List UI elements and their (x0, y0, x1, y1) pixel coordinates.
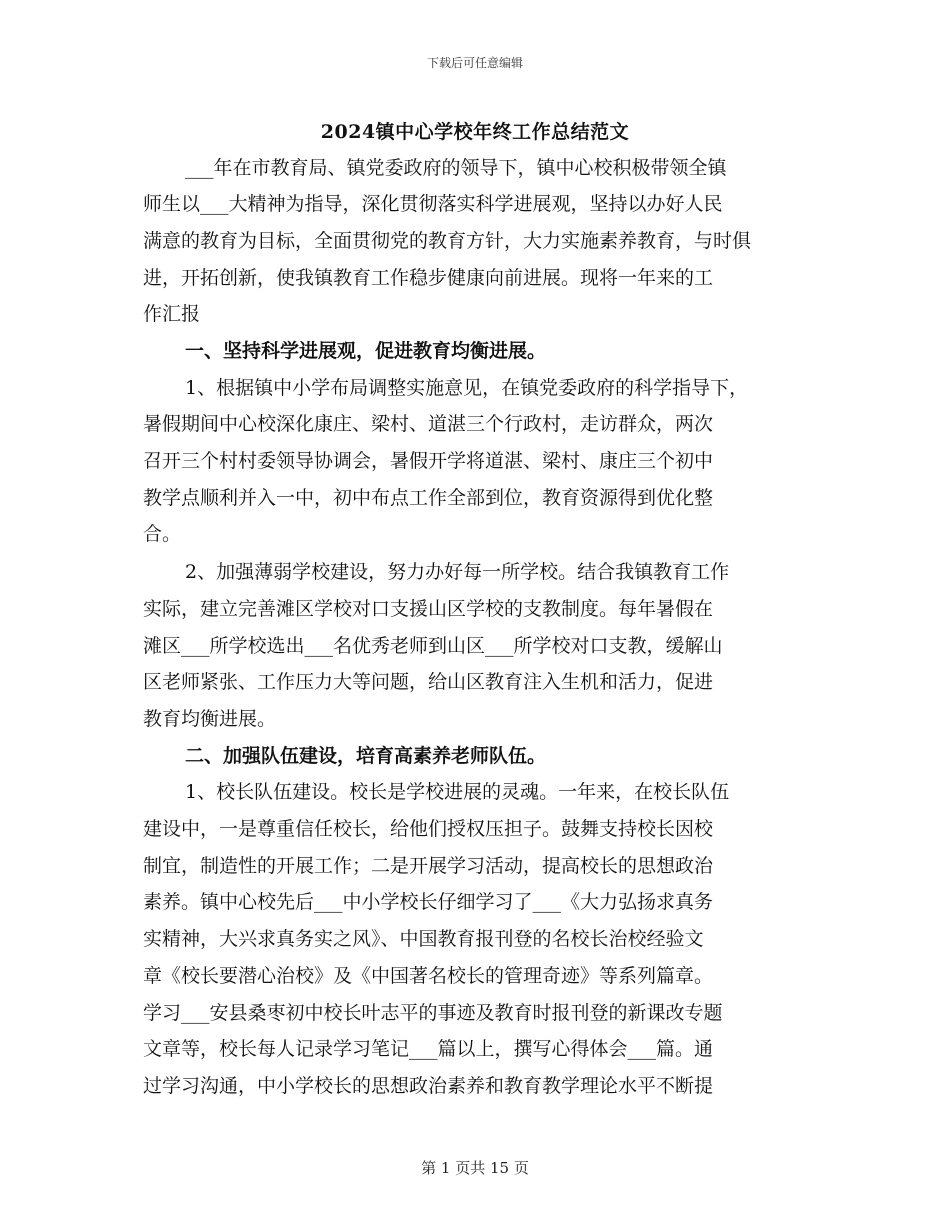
body-line: 师生以___大精神为指导，深化贯彻落实科学进展观，坚持以办好人民 (143, 193, 723, 215)
body-line: 制宜，制造性的开展工作；二是开展学习活动，提高校长的思想政治 (143, 855, 714, 877)
body-line: 建设中，一是尊重信任校长，给他们授权压担子。鼓舞支持校长因校 (143, 818, 714, 840)
body-line: 区老师紧张、工作压力大等问题，给山区教育注入生机和活力，促进 (143, 671, 714, 693)
section-heading: 二、加强队伍建设，培育高素养老师队伍。 (185, 745, 547, 767)
document-title: 2024镇中心学校年终工作总结范文 (320, 121, 630, 143)
body-line: 教育均衡进展。 (143, 708, 277, 730)
body-line: ___年在市教育局、镇党委政府的领导下，镇中心校积极带领全镇 (185, 157, 727, 179)
body-line: 召开三个村村委领导协调会，暑假开学将道湛、梁村、康庄三个初中 (143, 450, 714, 472)
body-line: 进，开拓创新，使我镇教育工作稳步健康向前进展。现将一年来的工 (143, 267, 714, 289)
body-line: 章《校长要潜心治校》及《中国著名校长的管理奇迹》等系列篇章。 (143, 965, 714, 987)
body-line: 文章等，校长每人记录学习笔记___篇以上，撰写心得体会___篇。通 (143, 1038, 714, 1060)
body-line: 过学习沟通，中小学校长的思想政治素养和教育教学理论水平不断提 (143, 1075, 714, 1097)
body-line: 合。 (143, 523, 182, 545)
body-line: 学习___安县桑枣初中校长叶志平的事迹及教育时报刊登的新课改专题 (143, 1002, 723, 1024)
section-heading: 一、坚持科学进展观，促进教育均衡进展。 (185, 340, 547, 362)
body-line: 1、校长队伍建设。校长是学校进展的灵魂。一年来，在校长队伍 (185, 781, 730, 803)
body-line: 满意的教育为目标，全面贯彻党的教育方针，大力实施素养教育，与时俱 (143, 230, 752, 252)
page-header: 下载后可任意编辑 (426, 56, 523, 70)
body-line: 素养。镇中心校先后___中小学校长仔细学习了___《大力弘扬求真务 (143, 891, 714, 913)
body-line: 暑假期间中心校深化康庄、梁村、道湛三个行政村，走访群众，两次 (143, 413, 714, 435)
body-line: 作汇报 (143, 303, 201, 325)
page-footer: 第 1 页共 15 页 (421, 1159, 529, 1177)
body-line: 实精神，大兴求真务实之风》、中国教育报刊登的名校长治校经验文 (143, 928, 704, 950)
body-line: 教学点顺利并入一中，初中布点工作全部到位，教育资源得到优化整 (143, 487, 714, 509)
body-line: 实际，建立完善滩区学校对口支援山区学校的支教制度。每年暑假在 (143, 598, 714, 620)
body-line: 滩区___所学校选出___名优秀老师到山区___所学校对口支教，缓解山 (143, 635, 723, 657)
body-line: 1、根据镇中小学布局调整实施意见，在镇党委政府的科学指导下， (185, 377, 749, 399)
body-line: 2、加强薄弱学校建设，努力办好每一所学校。结合我镇教育工作 (185, 561, 730, 583)
